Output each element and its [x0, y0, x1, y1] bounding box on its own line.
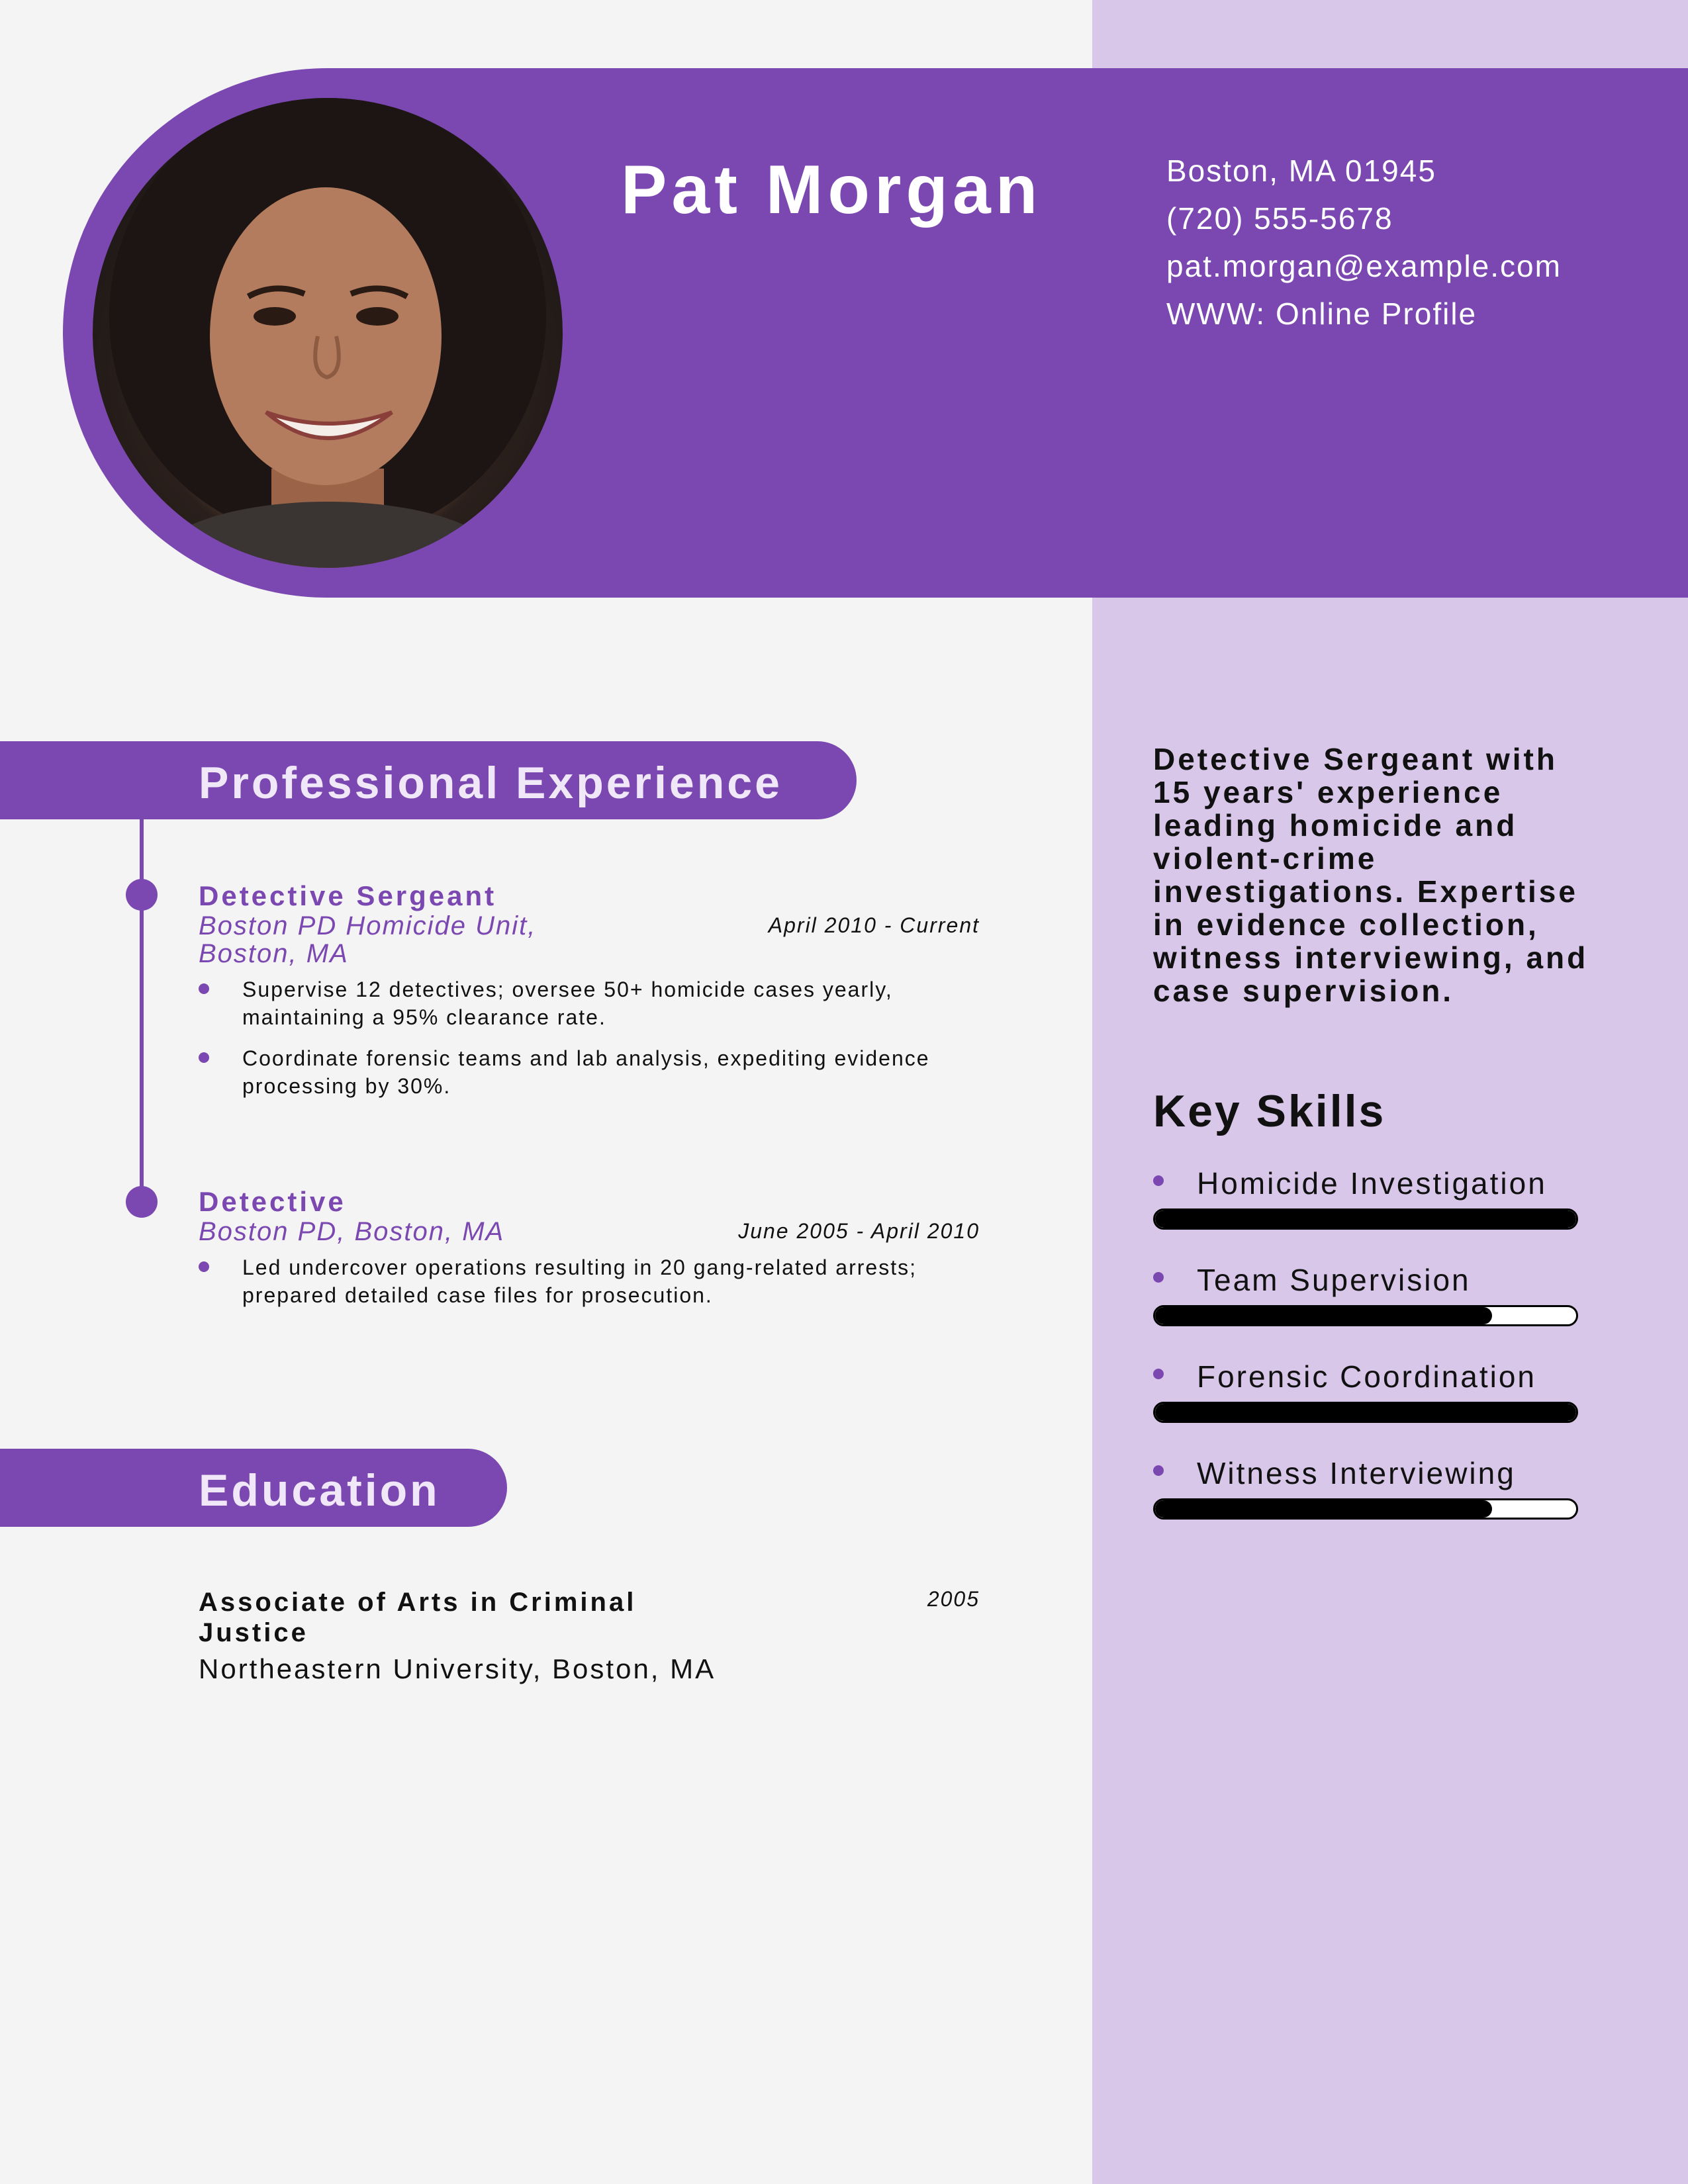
- contact-web[interactable]: WWW: Online Profile: [1166, 296, 1477, 331]
- skill-item: [1153, 1261, 1577, 1358]
- skill-name: Forensic Coordination: [1153, 1358, 1577, 1395]
- contact-phone[interactable]: (720) 555-5678: [1166, 201, 1393, 236]
- skill-level-bar: [1153, 1498, 1578, 1520]
- education-school: Northeastern University, Boston, MA: [199, 1653, 716, 1684]
- skills-heading: Key Skills: [1153, 1086, 1386, 1136]
- skill-level-fill: [1155, 1210, 1576, 1228]
- timeline-line: [140, 818, 144, 1202]
- education-year: 2005: [927, 1587, 980, 1611]
- job-dates: June 2005 - April 2010: [738, 1219, 980, 1243]
- skill-level-bar: [1153, 1208, 1578, 1230]
- skill-level-fill: [1155, 1404, 1576, 1421]
- job-bullets: [199, 1253, 980, 1309]
- job-entry: [199, 1186, 980, 1322]
- skill-item: [1153, 1358, 1577, 1455]
- job-bullet: Coordinate forensic teams and lab analysis, expediting evidence processing by 30%.: [199, 1044, 980, 1100]
- job-entry: [199, 880, 980, 1113]
- experience-heading: Professional Experience: [199, 758, 782, 808]
- job-title: Detective Sergeant: [199, 880, 497, 911]
- job-bullets: [199, 976, 980, 1100]
- job-title: Detective: [199, 1186, 346, 1217]
- skill-level-fill: [1155, 1500, 1492, 1518]
- job-organization: Boston PD Homicide Unit, Boston, MA: [199, 911, 537, 968]
- profile-photo-illustration: [93, 98, 563, 568]
- skill-name: Witness Interviewing: [1153, 1455, 1577, 1492]
- skill-level-bar: [1153, 1402, 1578, 1423]
- contact-email[interactable]: pat.morgan@example.com: [1166, 249, 1562, 283]
- experience-heading-bar: [0, 741, 857, 819]
- skill-item: [1153, 1455, 1577, 1551]
- contact-address: Boston, MA 01945: [1166, 154, 1436, 188]
- education-heading-bar: [0, 1449, 507, 1527]
- profile-photo: [93, 98, 563, 568]
- job-bullet: Led undercover operations resulting in 20 gang-related arrests; prepared detailed case files for prosecution.: [199, 1253, 980, 1309]
- job-organization: Boston PD, Boston, MA: [199, 1217, 505, 1246]
- candidate-name: Pat Morgan: [621, 152, 1043, 228]
- education-entry: [199, 1587, 980, 1685]
- skill-name: Homicide Investigation: [1153, 1165, 1577, 1202]
- skills-list: [1153, 1165, 1577, 1551]
- education-heading: Education: [199, 1465, 440, 1516]
- skill-name: Team Supervision: [1153, 1261, 1577, 1298]
- skill-level-bar: [1153, 1305, 1578, 1326]
- job-bullet: Supervise 12 detectives; oversee 50+ homicide cases yearly, maintaining a 95% clearance rate.: [199, 976, 980, 1031]
- skill-level-fill: [1155, 1307, 1492, 1324]
- skill-item: [1153, 1165, 1577, 1261]
- job-dates: April 2010 - Current: [768, 913, 980, 937]
- timeline-dot: [126, 1186, 158, 1218]
- education-degree: Associate of Arts in Criminal Justice: [199, 1588, 637, 1647]
- contact-info: [1166, 154, 1564, 344]
- timeline-dot: [126, 879, 158, 911]
- profile-summary: Detective Sergeant with 15 years' experience leading homicide and violent-crime investigations. Expertise in evidence collection, witness interviewing, and case supervision.: [1153, 742, 1589, 1008]
